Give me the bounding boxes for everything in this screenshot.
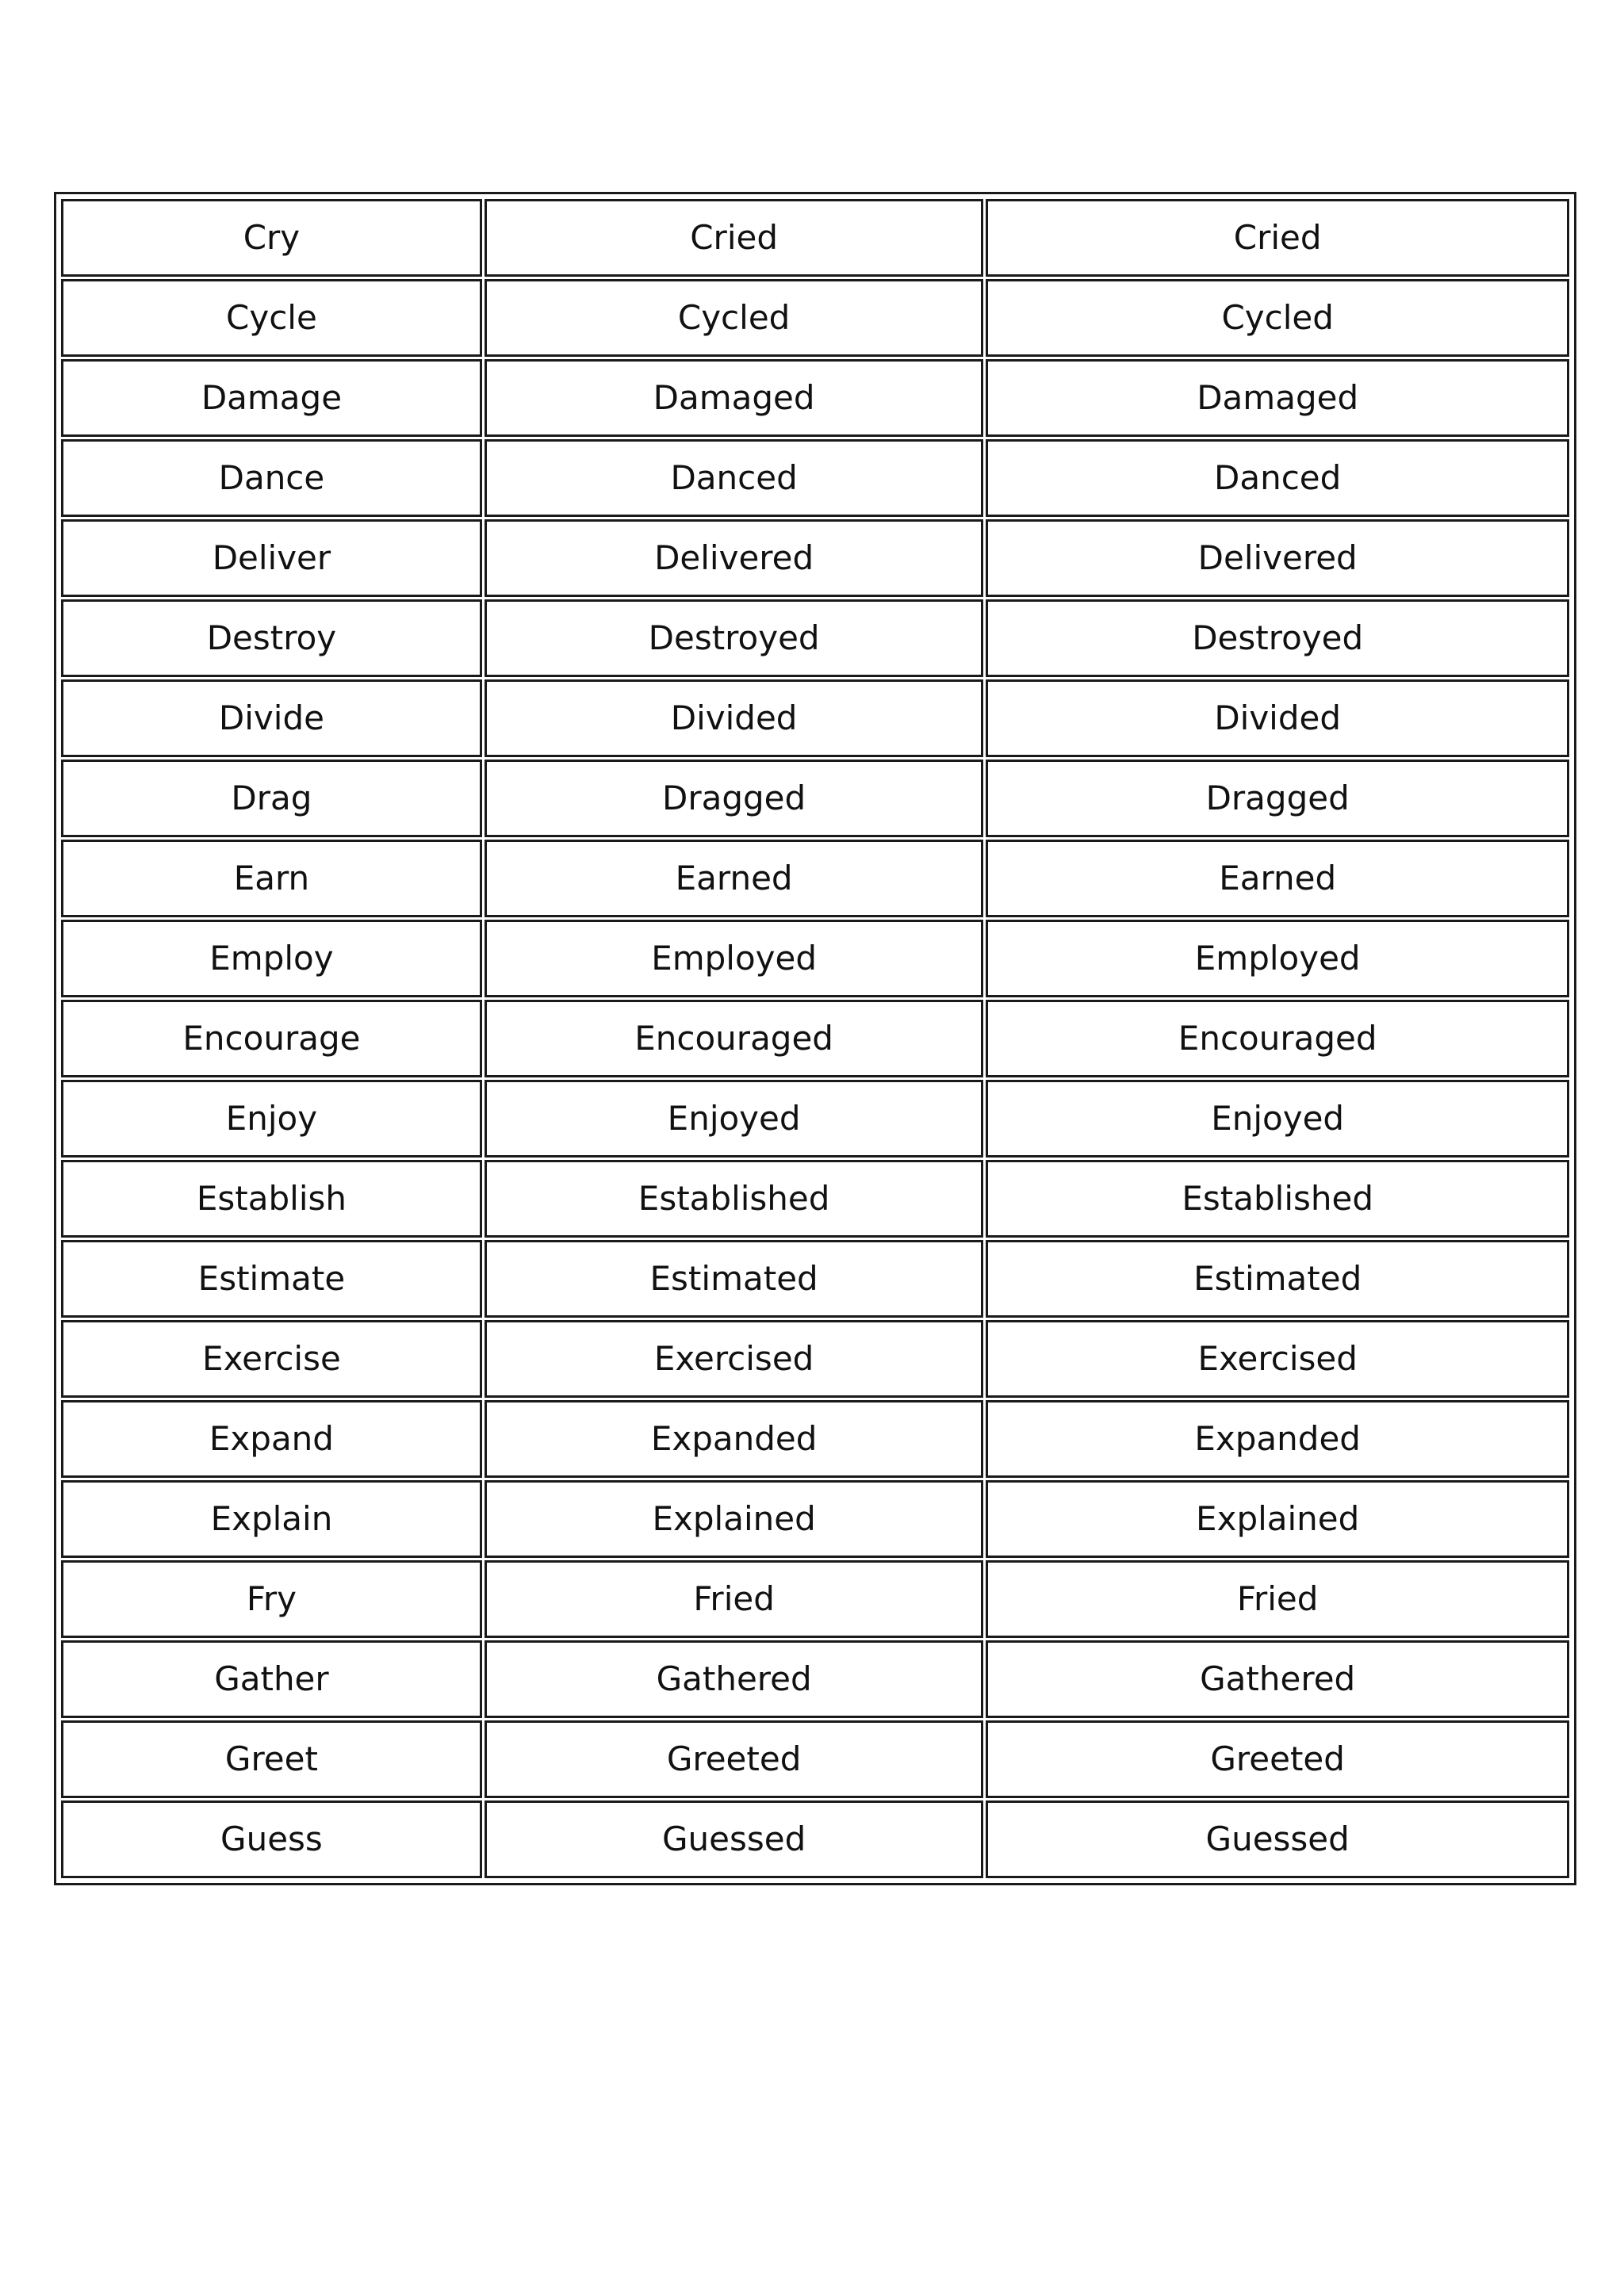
base-form-cell: Enjoy [61,1080,482,1158]
past-simple-cell: Fried [485,1560,983,1638]
past-simple-cell: Explained [485,1480,983,1558]
past-participle-cell: Employed [986,920,1569,997]
table-row [61,1320,1569,1398]
base-form-cell: Guess [61,1800,482,1878]
past-simple-cell: Damaged [485,359,983,437]
base-form-cell: Drag [61,760,482,837]
past-simple-cell: Established [485,1160,983,1238]
past-simple-cell: Estimated [485,1240,983,1318]
base-form-cell: Fry [61,1560,482,1638]
past-participle-cell: Earned [986,840,1569,917]
past-simple-cell: Dragged [485,760,983,837]
table-row [61,1400,1569,1478]
table-row [61,840,1569,917]
table-row [61,1000,1569,1077]
table-row [61,439,1569,517]
past-participle-cell: Estimated [986,1240,1569,1318]
past-participle-cell: Exercised [986,1320,1569,1398]
base-form-cell: Employ [61,920,482,997]
base-form-cell: Destroy [61,599,482,677]
table-row [61,760,1569,837]
past-participle-cell: Gathered [986,1640,1569,1718]
table-row [61,1640,1569,1718]
past-participle-cell: Encouraged [986,1000,1569,1077]
past-participle-cell: Established [986,1160,1569,1238]
base-form-cell: Cycle [61,279,482,357]
past-simple-cell: Greeted [485,1720,983,1798]
base-form-cell: Cry [61,199,482,277]
past-participle-cell: Divided [986,679,1569,757]
past-participle-cell: Explained [986,1480,1569,1558]
past-simple-cell: Cycled [485,279,983,357]
past-participle-cell: Greeted [986,1720,1569,1798]
past-participle-cell: Expanded [986,1400,1569,1478]
base-form-cell: Expand [61,1400,482,1478]
past-simple-cell: Delivered [485,519,983,597]
table-row [61,1480,1569,1558]
past-simple-cell: Danced [485,439,983,517]
past-simple-cell: Enjoyed [485,1080,983,1158]
table-row [61,1560,1569,1638]
table-row [61,920,1569,997]
base-form-cell: Estimate [61,1240,482,1318]
table-row [61,279,1569,357]
past-participle-cell: Danced [986,439,1569,517]
table-row [61,1160,1569,1238]
past-participle-cell: Cycled [986,279,1569,357]
past-participle-cell: Fried [986,1560,1569,1638]
table-row [61,1720,1569,1798]
past-participle-cell: Guessed [986,1800,1569,1878]
base-form-cell: Greet [61,1720,482,1798]
verb-table [59,197,1572,1881]
base-form-cell: Gather [61,1640,482,1718]
table-row [61,679,1569,757]
verb-table-frame [54,192,1576,1885]
table-row [61,599,1569,677]
past-participle-cell: Dragged [986,760,1569,837]
past-simple-cell: Divided [485,679,983,757]
base-form-cell: Earn [61,840,482,917]
base-form-cell: Dance [61,439,482,517]
base-form-cell: Divide [61,679,482,757]
table-row [61,1800,1569,1878]
base-form-cell: Explain [61,1480,482,1558]
base-form-cell: Establish [61,1160,482,1238]
past-simple-cell: Encouraged [485,1000,983,1077]
verb-table-body [61,199,1569,1878]
past-simple-cell: Exercised [485,1320,983,1398]
past-participle-cell: Cried [986,199,1569,277]
past-simple-cell: Gathered [485,1640,983,1718]
past-participle-cell: Damaged [986,359,1569,437]
past-participle-cell: Destroyed [986,599,1569,677]
past-simple-cell: Employed [485,920,983,997]
base-form-cell: Exercise [61,1320,482,1398]
table-row [61,1080,1569,1158]
past-participle-cell: Enjoyed [986,1080,1569,1158]
past-simple-cell: Expanded [485,1400,983,1478]
table-row [61,519,1569,597]
table-row [61,359,1569,437]
base-form-cell: Deliver [61,519,482,597]
base-form-cell: Damage [61,359,482,437]
past-simple-cell: Cried [485,199,983,277]
past-simple-cell: Earned [485,840,983,917]
table-row [61,199,1569,277]
past-participle-cell: Delivered [986,519,1569,597]
past-simple-cell: Guessed [485,1800,983,1878]
table-row [61,1240,1569,1318]
base-form-cell: Encourage [61,1000,482,1077]
past-simple-cell: Destroyed [485,599,983,677]
